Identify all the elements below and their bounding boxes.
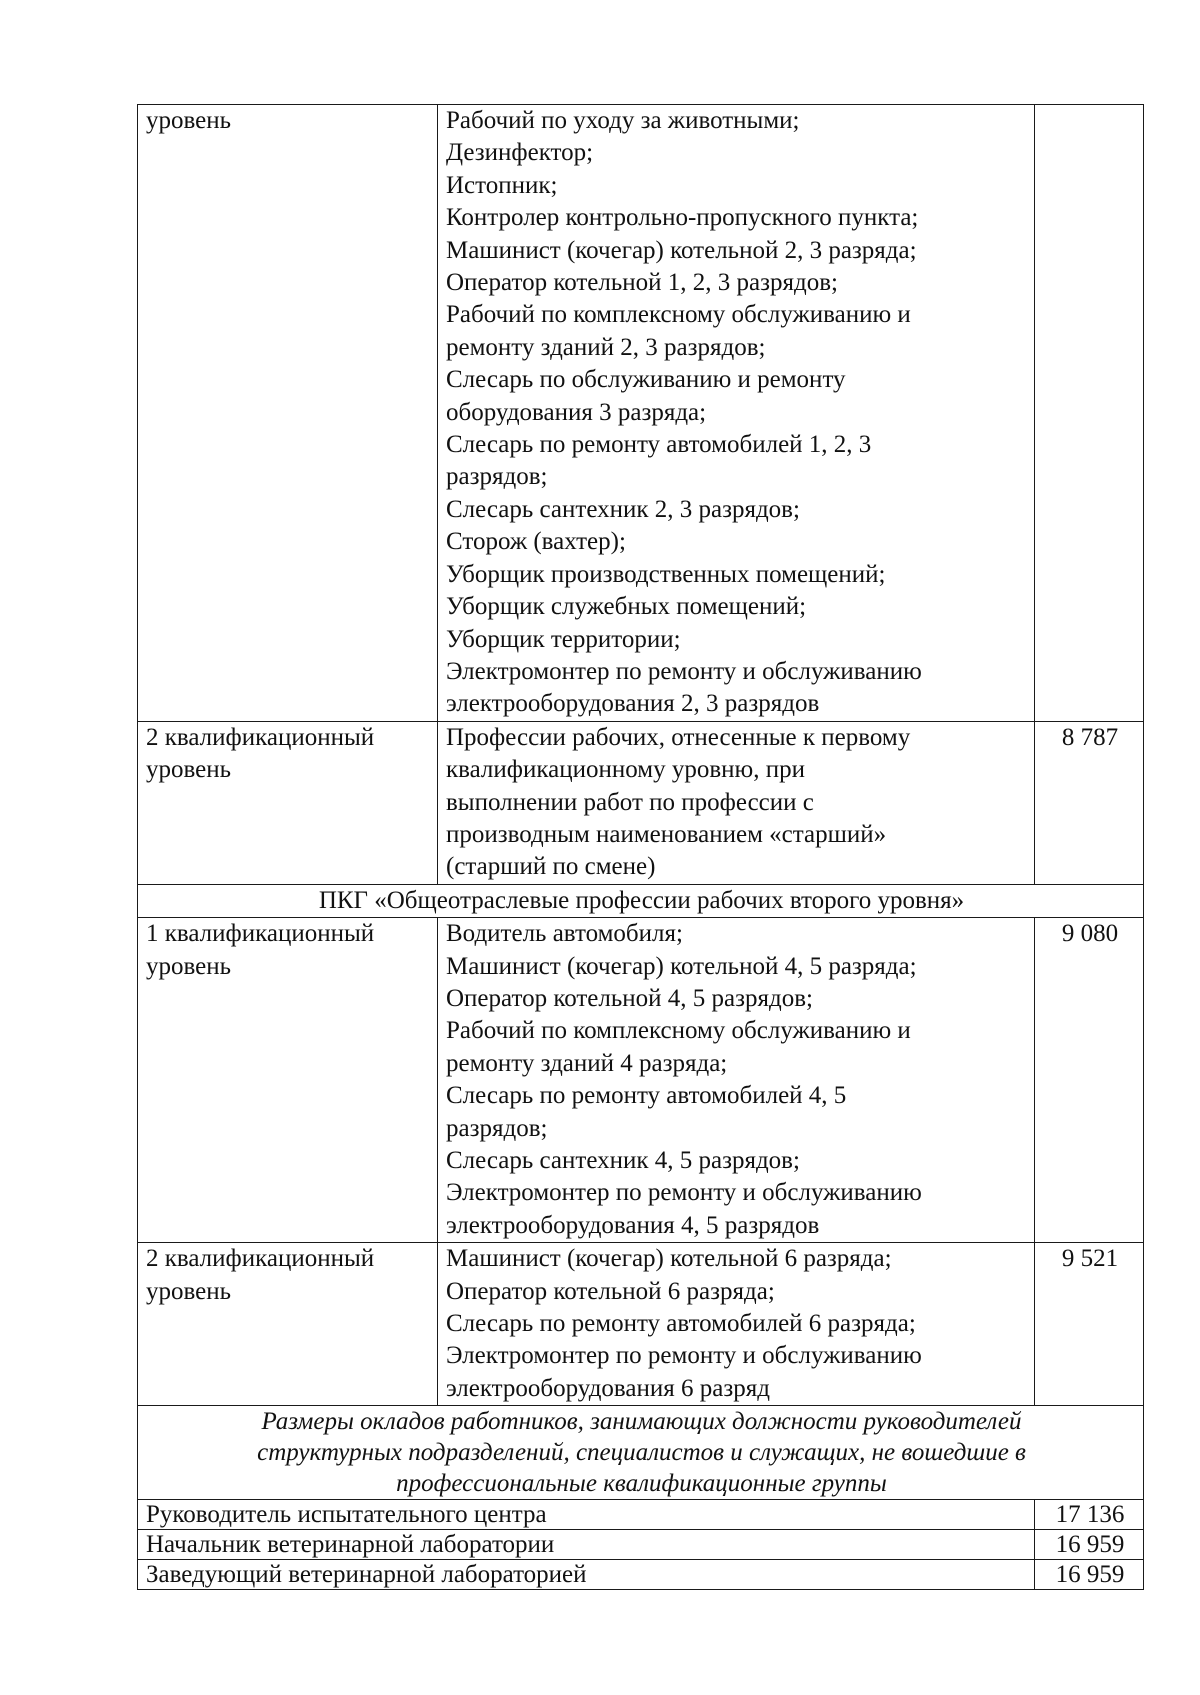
section-heading-line: профессиональные квалификационные группы <box>396 1470 887 1498</box>
salary-cell: 8 787 <box>1035 721 1144 884</box>
profession-line: электрооборудования 2, 3 разрядов <box>446 690 820 718</box>
professions-cell <box>438 918 1035 1243</box>
profession-line: (старший по смене) <box>446 853 656 881</box>
qualification-level-label: 2 квалификационный <box>146 1245 375 1273</box>
salary-cell: 16 959 <box>1035 1560 1144 1590</box>
professions-cell <box>438 105 1035 722</box>
profession-line: Электромонтер по ремонту и обслуживанию <box>446 1342 922 1370</box>
qualification-level-cell <box>138 1243 438 1406</box>
profession-line: Дезинфектор; <box>446 139 594 167</box>
profession-line: Машинист (кочегар) котельной 6 разряда; <box>446 1245 892 1273</box>
profession-line: электрооборудования 4, 5 разрядов <box>446 1211 820 1239</box>
section-heading-line: структурных подразделений, специалистов и служащих, не вошедшие в <box>257 1439 1026 1467</box>
profession-line: Рабочий по комплексному обслуживанию и <box>446 1017 911 1045</box>
table-row <box>138 721 1144 884</box>
qualification-level-cell <box>138 105 438 722</box>
profession-line: Оператор котельной 1, 2, 3 разрядов; <box>446 269 838 297</box>
profession-line: Сторож (вахтер); <box>446 528 626 556</box>
salary-cell: 9 080 <box>1035 918 1144 1243</box>
salary-cell: 9 521 <box>1035 1243 1144 1406</box>
profession-line: Рабочий по комплексному обслуживанию и <box>446 301 911 329</box>
table-row <box>138 1406 1144 1500</box>
profession-line: Уборщик производственных помещений; <box>446 560 886 588</box>
profession-line: ремонту зданий 4 разряда; <box>446 1049 728 1077</box>
profession-line: Слесарь сантехник 4, 5 разрядов; <box>446 1147 800 1174</box>
qualification-level-label: 2 квалификационный <box>146 723 375 751</box>
profession-line: разрядов; <box>446 463 548 491</box>
section-heading-line: Размеры окладов работников, занимающих должности руководителей <box>261 1408 1022 1436</box>
profession-line: оборудования 3 разряда; <box>446 398 707 426</box>
table-row <box>138 1243 1144 1406</box>
profession-line: выполнении работ по профессии с <box>446 788 814 816</box>
profession-line: Электромонтер по ремонту и обслуживанию <box>446 657 922 685</box>
profession-line: Истопник; <box>446 171 558 199</box>
profession-line: Слесарь по ремонту автомобилей 1, 2, 3 <box>446 431 872 459</box>
profession-line: Профессии рабочих, отнесенные к первому <box>446 723 911 751</box>
professions-cell <box>438 1243 1035 1406</box>
profession-line: Уборщик территории; <box>446 625 681 653</box>
group-heading: ПКГ «Общеотраслевые профессии рабочих второго уровня» <box>138 884 1144 917</box>
table-row <box>138 1530 1144 1560</box>
table-row <box>138 105 1144 722</box>
qualification-level-label: 1 квалификационный <box>146 920 375 948</box>
profession-line: разрядов; <box>446 1114 548 1142</box>
qualification-level-label: уровень <box>146 756 232 784</box>
profession-line: квалификационному уровню, при <box>446 756 805 784</box>
table-row <box>138 884 1144 917</box>
profession-line: Водитель автомобиля; <box>446 920 683 948</box>
profession-line: Рабочий по уходу за животными; <box>446 107 800 134</box>
position-name: Начальник ветеринарной лаборатории <box>138 1530 1035 1560</box>
qualification-level-cell <box>138 721 438 884</box>
profession-line: Машинист (кочегар) котельной 4, 5 разряда; <box>446 952 917 980</box>
profession-line: Уборщик служебных помещений; <box>446 593 807 621</box>
salary-cell: 17 136 <box>1035 1500 1144 1530</box>
qualification-level-label: уровень <box>146 952 232 980</box>
profession-line: Контролер контрольно-пропускного пункта; <box>446 204 919 232</box>
salary-table <box>137 104 1144 1590</box>
profession-line: Машинист (кочегар) котельной 2, 3 разряда; <box>446 236 917 264</box>
profession-line: Слесарь по ремонту автомобилей 4, 5 <box>446 1082 847 1110</box>
section-heading <box>138 1406 1144 1500</box>
profession-line: Электромонтер по ремонту и обслуживанию <box>446 1179 922 1207</box>
table-row <box>138 1560 1144 1590</box>
position-name: Руководитель испытательного центра <box>138 1500 1035 1530</box>
profession-line: производным наименованием «старший» <box>446 820 887 848</box>
profession-line: электрооборудования 6 разряд <box>446 1374 770 1402</box>
qualification-level-cell <box>138 918 438 1243</box>
qualification-level-label: уровень <box>146 107 232 134</box>
table-row <box>138 1500 1144 1530</box>
profession-line: Слесарь по ремонту автомобилей 6 разряда; <box>446 1310 916 1338</box>
salary-cell <box>1035 105 1144 722</box>
qualification-level-label: уровень <box>146 1277 232 1305</box>
profession-line: Оператор котельной 6 разряда; <box>446 1277 775 1305</box>
table-row <box>138 918 1144 1243</box>
profession-line: Слесарь сантехник 2, 3 разрядов; <box>446 495 800 523</box>
position-name: Заведующий ветеринарной лабораторией <box>138 1560 1035 1590</box>
profession-line: Слесарь по обслуживанию и ремонту <box>446 366 846 394</box>
profession-line: ремонту зданий 2, 3 разрядов; <box>446 333 766 361</box>
professions-cell <box>438 721 1035 884</box>
salary-cell: 16 959 <box>1035 1530 1144 1560</box>
profession-line: Оператор котельной 4, 5 разрядов; <box>446 984 813 1012</box>
